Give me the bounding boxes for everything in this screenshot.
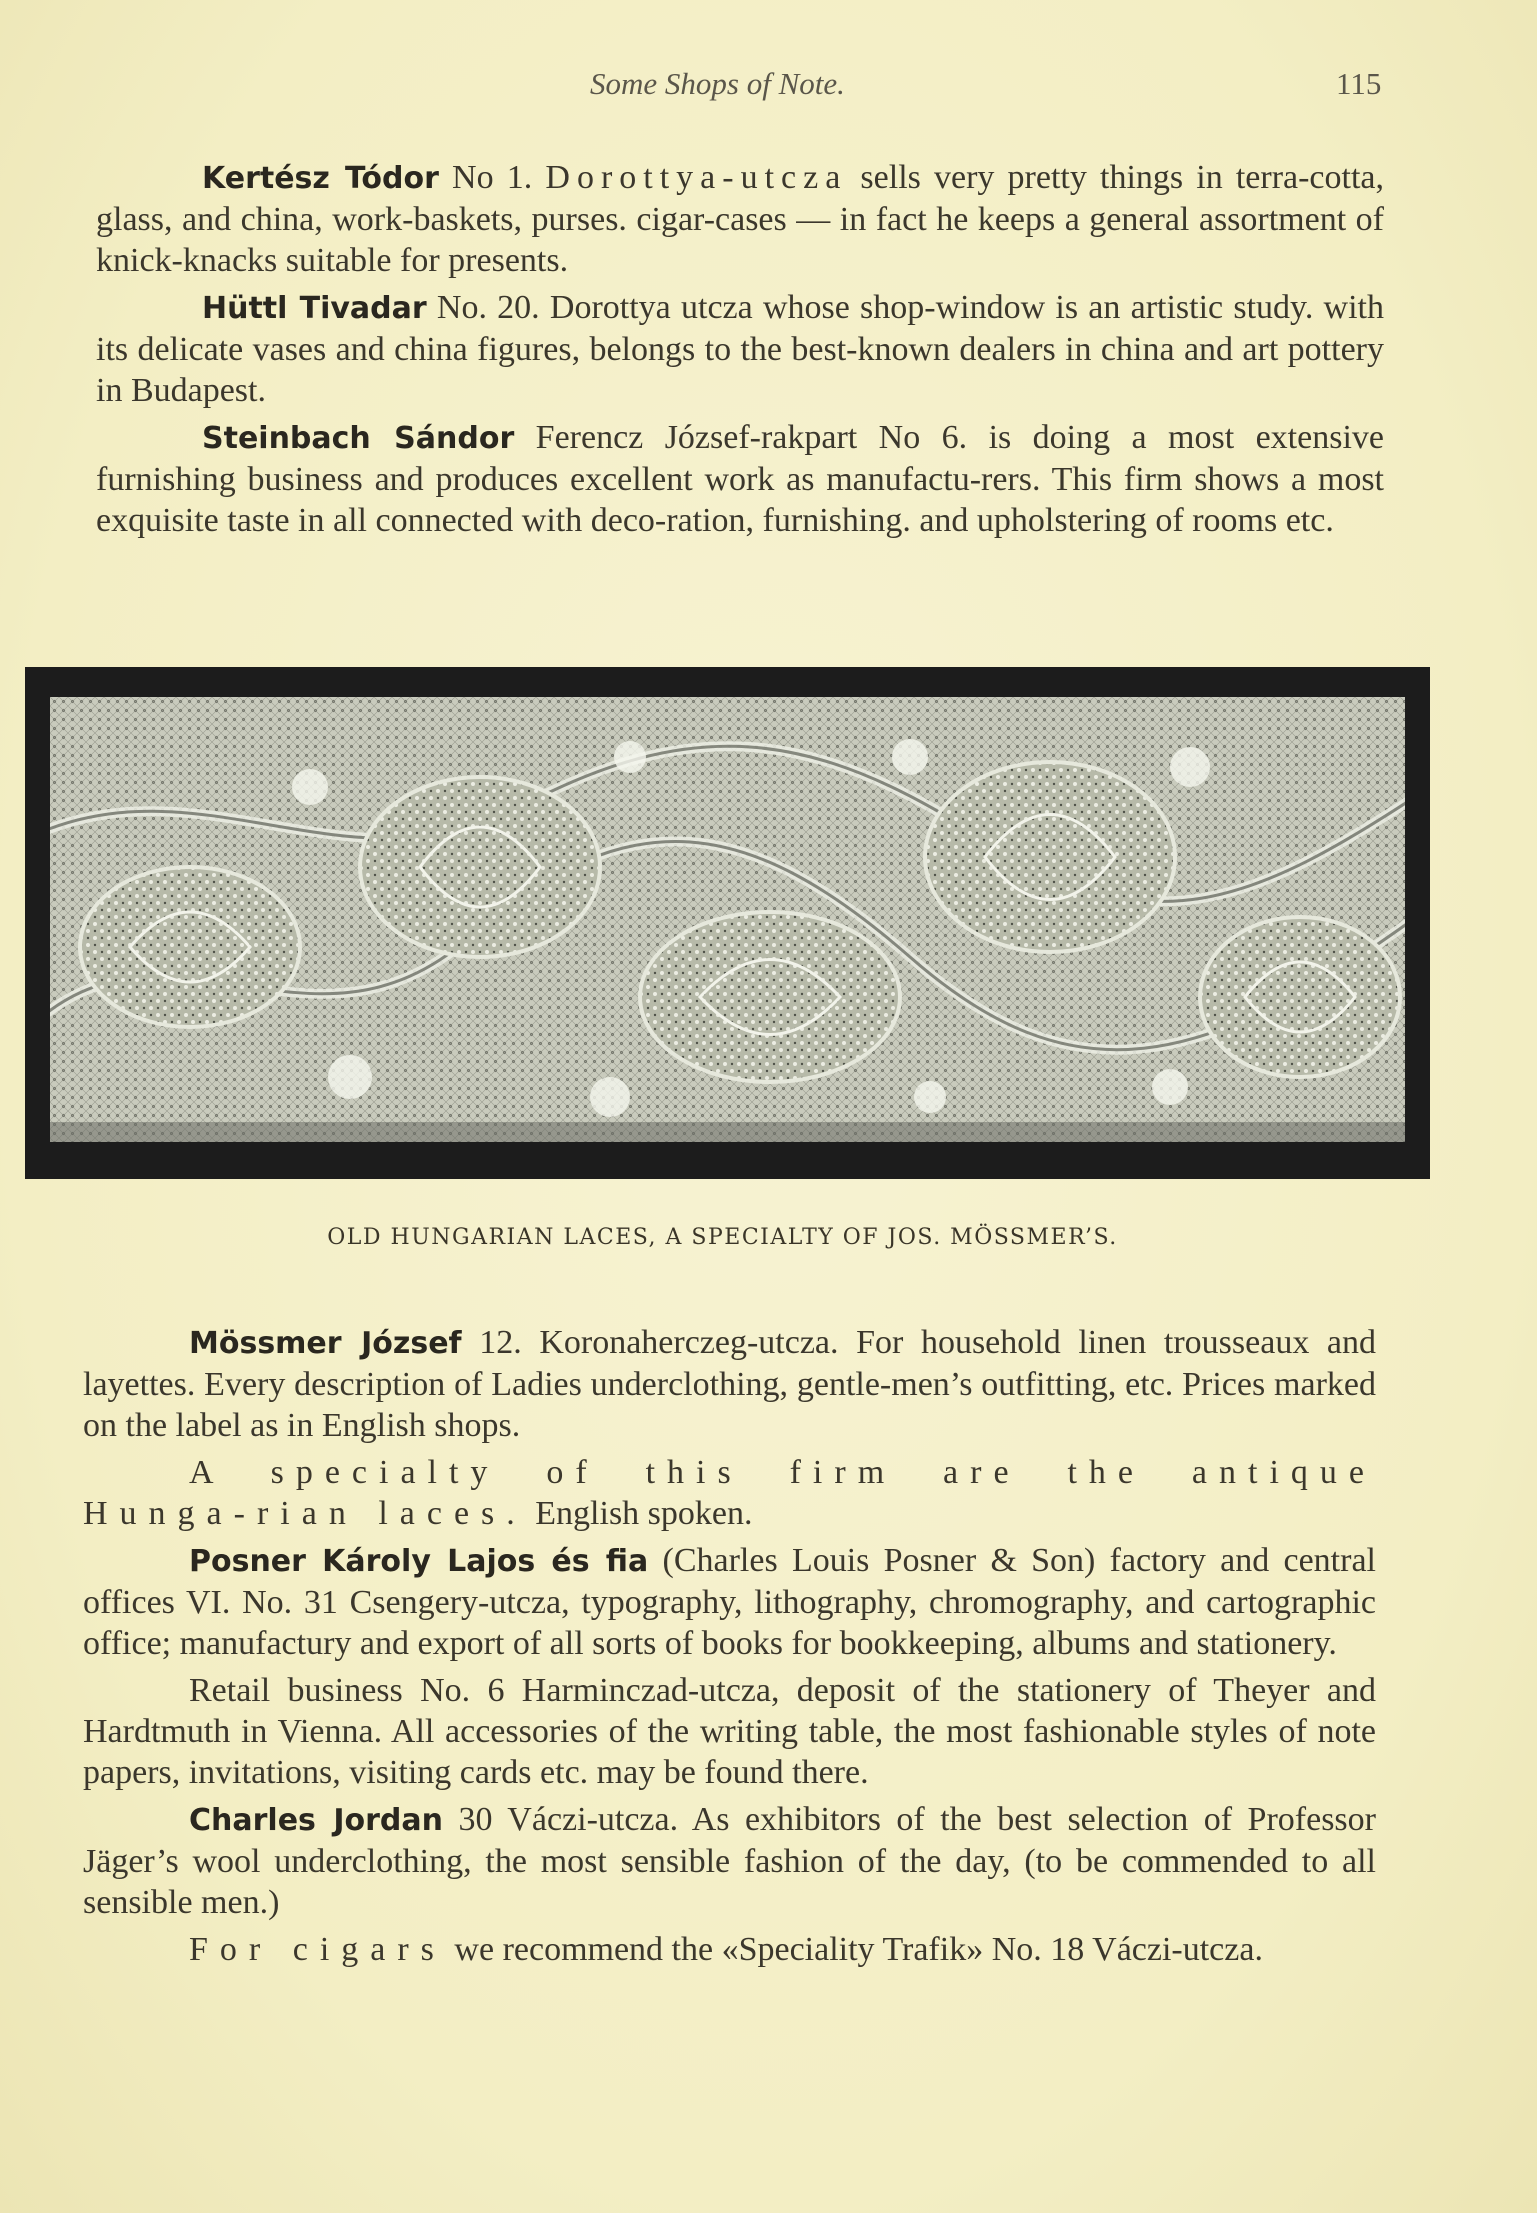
entry-huttl: [96, 287, 1384, 411]
figure-caption: OLD HUNGARIAN LACES, A SPECIALTY OF JOS. MÖSSMER’S.: [327, 1225, 1118, 1250]
top-text-block: [96, 157, 1384, 547]
entry-text: 30 Váczi-utcza. As exhibitors of the best selection of Professor Jäger’s wool underclothing, the most sensible fashion of the day, (to be commended to all sensible men.): [83, 1801, 1376, 1921]
entry-steinbach: [96, 417, 1384, 541]
entry-cigars: [83, 1929, 1376, 1970]
entry-spaced-text: A specialty of this firm are the antique Hunga-rian laces.: [83, 1454, 1376, 1532]
entry-spaced-text: For cigars: [189, 1931, 446, 1968]
bottom-text-block: [83, 1322, 1376, 1976]
entry-text: No 1.: [438, 159, 546, 196]
entry-text: (Charles Louis Posner & Son) factory and central offices VI. No. 31 Csengery-utcza, typography, lithography, chromography, and cartographic office; manufactury and export of all sorts of books for bookkeeping, albums and stationery.: [83, 1542, 1376, 1662]
entry-text: sells very pretty things in terra-cotta, glass, and china, work-baskets, purses. cigar-cases — in fact he keeps a general assortment of knick-knacks suitable for presents.: [96, 159, 1385, 279]
shop-name: Kertész Tódor: [202, 161, 439, 196]
entry-posner: [83, 1540, 1376, 1664]
lace-illustration: [25, 667, 1430, 1179]
entry-text: Retail business No. 6 Harminczad-utcza, deposit of the stationery of Theyer and Hardtmuth in Vienna. All accessories of the writing table, the most fashionable styles of note papers, invitations, visiting cards etc. may be found there.: [83, 1672, 1376, 1791]
entry-posner-retail: [83, 1670, 1376, 1793]
shop-name: Mössmer József: [189, 1326, 462, 1361]
shop-name: Posner Károly Lajos és fia: [189, 1544, 649, 1579]
running-head: [0, 66, 1537, 106]
shop-name: Hüttl Tivadar: [202, 291, 427, 326]
entry-text: 12. Koronaherczeg-utcza. For household linen trousseaux and layettes. Every description of Ladies underclothing, gentle-men’s outfitting, etc. Prices marked on the label as in English shops.: [83, 1324, 1377, 1444]
entry-mossmer: [83, 1322, 1376, 1446]
entry-kertesz: [96, 157, 1384, 281]
lace-pattern-image: [50, 697, 1405, 1142]
running-title: Some Shops of Note.: [590, 66, 845, 101]
entry-text: English spoken.: [526, 1495, 753, 1532]
entry-text: Ferencz József-rakpart No 6. is doing a most extensive furnishing business and produces excellent work as manufactu-rers. This firm shows a most exquisite taste in all connected with deco-ration, furnishing. and upholstering of rooms etc.: [96, 419, 1384, 539]
entry-mossmer-specialty: [83, 1452, 1376, 1534]
entry-text: No. 20. Dorottya utcza whose shop-window is an artistic study. with its delicate vases and china figures, belongs to the best-known dealers in china and art pottery in Budapest.: [96, 289, 1384, 409]
shop-name: Steinbach Sándor: [202, 421, 515, 456]
page-number: 115: [1336, 66, 1382, 101]
entry-text: we recommend the «Speciality Trafik» No. 18 Váczi-utcza.: [445, 1931, 1263, 1968]
entry-spaced-text: Dorottya-utcza: [545, 159, 848, 196]
shop-name: Charles Jordan: [189, 1803, 443, 1838]
entry-jordan: [83, 1799, 1376, 1923]
